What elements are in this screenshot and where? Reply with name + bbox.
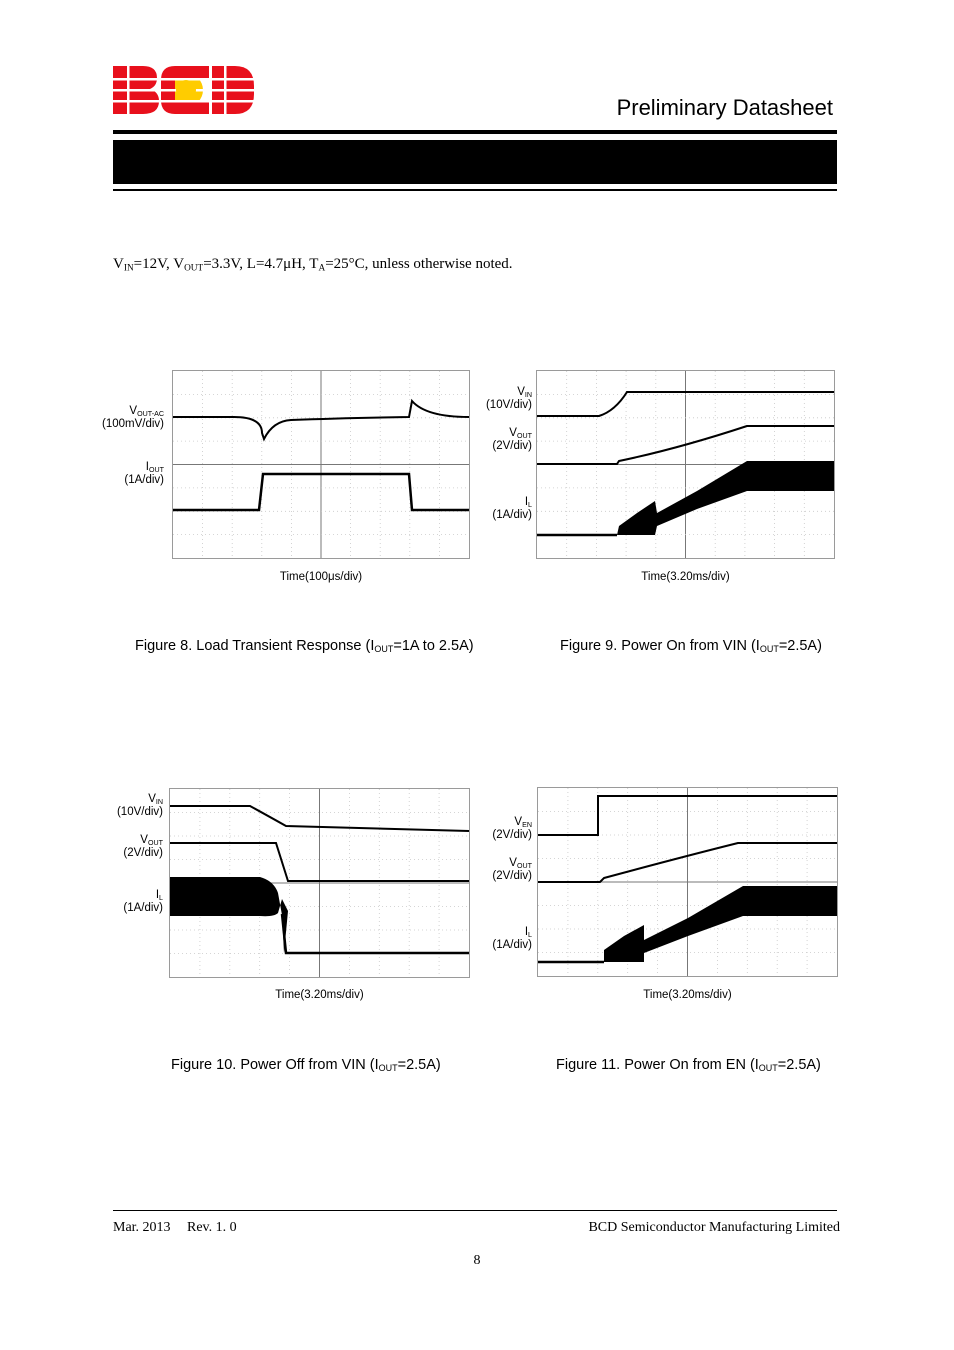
label-vin-fig10: $V_{IN}$ (10V/div) <box>116 793 163 818</box>
time-label-fig9: Time(3.20ms/div) <box>641 571 730 583</box>
label-vout-fig11: $V_{OUT}$ (2V/div) <box>492 857 532 882</box>
section-title-band <box>113 140 837 184</box>
label-vout-ac: $V_{OUT-AC}$ (100mV/div) <box>102 405 164 430</box>
caption-figure-10: Figure 10. Power Off from VIN $(I_{OUT}=2.5A)$ <box>171 1057 441 1074</box>
scope-figure-9 <box>536 370 835 559</box>
scope-figure-8 <box>172 370 470 559</box>
time-label-fig11: Time(3.20ms/div) <box>643 989 732 1001</box>
footer-date: Mar. 2013 <box>113 1220 171 1235</box>
time-label-fig10: Time(3.20ms/div) <box>275 989 364 1001</box>
caption-figure-9: Figure 9. Power On from VIN $(I_{OUT}=2.5A)$ <box>560 638 822 655</box>
footer-rule <box>113 1210 837 1211</box>
label-vout-fig10: $V_{OUT}$ (2V/div) <box>123 834 163 859</box>
trace-il <box>617 461 834 535</box>
bcd-logo <box>113 64 255 116</box>
scope-graticule <box>173 371 469 558</box>
label-ven-fig11: $V_{EN}$ (2V/div) <box>492 816 532 841</box>
caption-figure-8: Figure 8. Load Transient Response ($I_{OUT}=1A$ to 2.5A) <box>135 638 474 655</box>
label-vout-fig9: $V_{OUT}$ (2V/div) <box>492 427 532 452</box>
document-title: Preliminary Datasheet <box>616 95 833 120</box>
header-rule-thin <box>113 189 837 191</box>
header-rule <box>113 130 837 134</box>
page-number: 8 <box>473 1253 481 1268</box>
footer-revision: Rev. 1. 0 <box>187 1220 237 1235</box>
label-il-fig10: $I_L$ (1A/div) <box>123 889 163 914</box>
footer-company: BCD Semiconductor Manufacturing Limited <box>588 1220 840 1235</box>
caption-figure-11: Figure 11. Power On from EN $(I_{OUT}=2.5A)$ <box>556 1057 821 1074</box>
trace-il <box>604 886 837 962</box>
label-vin-fig9: $V_{IN}$ (10V/div) <box>485 386 532 411</box>
label-iout: $I_{OUT}$ (1A/div) <box>124 461 164 486</box>
label-il-fig11: $I_L$ (1A/div) <box>492 926 532 951</box>
scope-figure-10 <box>169 788 470 978</box>
test-conditions: $V_{IN}=12V$, $V_{OUT}=3.3V$, L=4.7μH, $T_A=25^\circ C$, unless otherwise noted. <box>113 256 513 274</box>
scope-figure-11 <box>537 787 838 977</box>
trace-il <box>170 877 288 953</box>
label-il-fig9: $I_L$ (1A/div) <box>492 496 532 521</box>
time-label-fig8: Time(100μs/div) <box>279 571 363 583</box>
